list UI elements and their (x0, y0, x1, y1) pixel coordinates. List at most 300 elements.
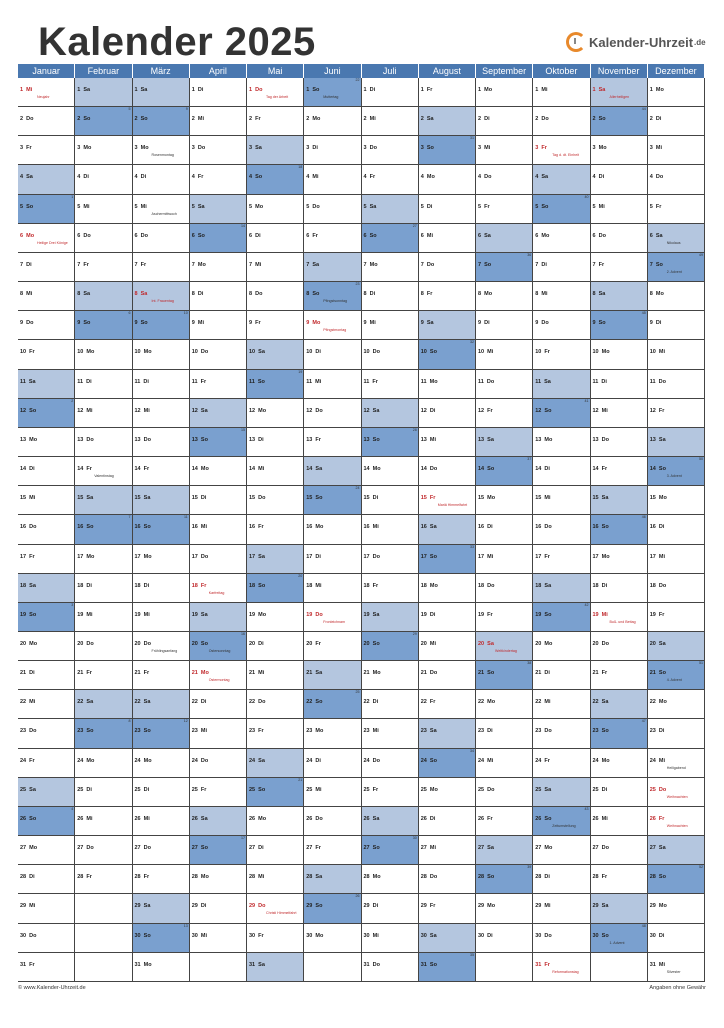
day-cell[interactable] (533, 428, 590, 457)
day-cell[interactable] (18, 457, 75, 486)
day-cell[interactable] (247, 282, 304, 311)
day-cell[interactable] (304, 661, 361, 690)
day-cell[interactable] (362, 894, 419, 923)
day-cell[interactable] (476, 370, 533, 399)
day-cell[interactable] (419, 78, 476, 107)
day-cell[interactable] (247, 311, 304, 340)
day-cell[interactable] (247, 807, 304, 836)
day-cell[interactable] (247, 370, 304, 399)
day-cell[interactable] (133, 661, 190, 690)
day-cell[interactable] (304, 778, 361, 807)
day-cell[interactable] (476, 195, 533, 224)
day-cell[interactable] (476, 545, 533, 574)
day-cell[interactable] (304, 165, 361, 194)
day-cell[interactable] (18, 311, 75, 340)
day-cell[interactable] (247, 661, 304, 690)
day-cell[interactable] (648, 136, 705, 165)
day-cell[interactable] (648, 107, 705, 136)
day-cell[interactable] (133, 603, 190, 632)
day-cell[interactable] (591, 690, 648, 719)
day-cell[interactable] (648, 807, 705, 836)
day-cell[interactable] (476, 778, 533, 807)
day-cell[interactable] (247, 78, 304, 107)
day-cell[interactable] (18, 253, 75, 282)
day-cell[interactable] (133, 136, 190, 165)
day-cell[interactable] (18, 136, 75, 165)
day-cell[interactable] (190, 399, 247, 428)
day-cell[interactable] (133, 836, 190, 865)
day-cell[interactable] (362, 749, 419, 778)
day-cell[interactable] (362, 836, 419, 865)
day-cell[interactable] (75, 311, 132, 340)
day-cell[interactable] (18, 719, 75, 748)
day-cell[interactable] (133, 515, 190, 544)
day-cell[interactable] (533, 865, 590, 894)
day-cell[interactable] (533, 311, 590, 340)
day-cell[interactable] (75, 778, 132, 807)
day-cell[interactable] (533, 749, 590, 778)
day-cell[interactable] (75, 195, 132, 224)
day-cell[interactable] (362, 224, 419, 253)
day-cell[interactable] (648, 865, 705, 894)
day-cell[interactable] (190, 574, 247, 603)
day-cell[interactable] (362, 924, 419, 953)
day-cell[interactable] (419, 486, 476, 515)
day-cell[interactable] (533, 165, 590, 194)
day-cell[interactable] (419, 195, 476, 224)
day-cell[interactable] (247, 136, 304, 165)
day-cell[interactable] (362, 253, 419, 282)
day-cell[interactable] (476, 107, 533, 136)
day-cell[interactable] (533, 778, 590, 807)
day-cell[interactable] (591, 749, 648, 778)
day-cell[interactable] (419, 370, 476, 399)
day-cell[interactable] (304, 545, 361, 574)
day-cell[interactable] (304, 311, 361, 340)
day-cell[interactable] (18, 749, 75, 778)
day-cell[interactable] (533, 953, 590, 982)
day-cell[interactable] (591, 486, 648, 515)
day-cell[interactable] (247, 690, 304, 719)
day-cell[interactable] (591, 632, 648, 661)
day-cell[interactable] (476, 574, 533, 603)
day-cell[interactable] (247, 165, 304, 194)
day-cell[interactable] (190, 632, 247, 661)
day-cell[interactable] (648, 195, 705, 224)
day-cell[interactable] (476, 282, 533, 311)
day-cell[interactable] (133, 370, 190, 399)
day-cell[interactable] (190, 486, 247, 515)
day-cell[interactable] (648, 78, 705, 107)
day-cell[interactable] (75, 545, 132, 574)
day-cell[interactable] (476, 836, 533, 865)
day-cell[interactable] (591, 574, 648, 603)
day-cell[interactable] (247, 894, 304, 923)
day-cell[interactable] (419, 924, 476, 953)
day-cell[interactable] (75, 515, 132, 544)
day-cell[interactable] (18, 778, 75, 807)
day-cell[interactable] (533, 282, 590, 311)
day-cell[interactable] (18, 924, 75, 953)
day-cell[interactable] (648, 719, 705, 748)
day-cell[interactable] (419, 165, 476, 194)
day-cell[interactable] (133, 78, 190, 107)
day-cell[interactable] (304, 690, 361, 719)
day-cell[interactable] (304, 253, 361, 282)
day-cell[interactable] (591, 399, 648, 428)
day-cell[interactable] (247, 428, 304, 457)
day-cell[interactable] (362, 195, 419, 224)
day-cell[interactable] (419, 399, 476, 428)
day-cell[interactable] (648, 545, 705, 574)
day-cell[interactable] (533, 632, 590, 661)
day-cell[interactable] (133, 311, 190, 340)
day-cell[interactable] (533, 574, 590, 603)
day-cell[interactable] (247, 224, 304, 253)
day-cell[interactable] (190, 165, 247, 194)
day-cell[interactable] (476, 136, 533, 165)
day-cell[interactable] (591, 894, 648, 923)
day-cell[interactable] (648, 778, 705, 807)
day-cell[interactable] (591, 340, 648, 369)
day-cell[interactable] (304, 574, 361, 603)
day-cell[interactable] (18, 545, 75, 574)
day-cell[interactable] (18, 953, 75, 982)
day-cell[interactable] (304, 78, 361, 107)
day-cell[interactable] (533, 807, 590, 836)
day-cell[interactable] (247, 340, 304, 369)
day-cell[interactable] (419, 690, 476, 719)
day-cell[interactable] (419, 603, 476, 632)
day-cell[interactable] (648, 574, 705, 603)
day-cell[interactable] (247, 924, 304, 953)
day-cell[interactable] (648, 924, 705, 953)
day-cell[interactable] (304, 486, 361, 515)
day-cell[interactable] (591, 719, 648, 748)
day-cell[interactable] (648, 428, 705, 457)
day-cell[interactable] (304, 195, 361, 224)
day-cell[interactable] (133, 807, 190, 836)
day-cell[interactable] (75, 661, 132, 690)
day-cell[interactable] (75, 136, 132, 165)
day-cell[interactable] (75, 78, 132, 107)
day-cell[interactable] (304, 340, 361, 369)
day-cell[interactable] (648, 836, 705, 865)
site-logo[interactable] (566, 28, 706, 56)
day-cell[interactable] (75, 107, 132, 136)
day-cell[interactable] (304, 136, 361, 165)
day-cell[interactable] (75, 370, 132, 399)
day-cell[interactable] (133, 865, 190, 894)
day-cell[interactable] (190, 719, 247, 748)
day-cell[interactable] (362, 515, 419, 544)
day-cell[interactable] (476, 924, 533, 953)
day-cell[interactable] (18, 282, 75, 311)
day-cell[interactable] (648, 399, 705, 428)
day-cell[interactable] (362, 340, 419, 369)
day-cell[interactable] (648, 282, 705, 311)
day-cell[interactable] (133, 399, 190, 428)
day-cell[interactable] (533, 719, 590, 748)
day-cell[interactable] (247, 632, 304, 661)
day-cell[interactable] (533, 136, 590, 165)
day-cell[interactable] (133, 924, 190, 953)
day-cell[interactable] (591, 457, 648, 486)
day-cell[interactable] (133, 282, 190, 311)
day-cell[interactable] (18, 107, 75, 136)
day-cell[interactable] (591, 370, 648, 399)
day-cell[interactable] (419, 282, 476, 311)
day-cell[interactable] (247, 574, 304, 603)
day-cell[interactable] (304, 807, 361, 836)
day-cell[interactable] (18, 690, 75, 719)
day-cell[interactable] (533, 661, 590, 690)
day-cell[interactable] (419, 136, 476, 165)
day-cell[interactable] (304, 924, 361, 953)
day-cell[interactable] (18, 428, 75, 457)
day-cell[interactable] (591, 515, 648, 544)
day-cell[interactable] (133, 953, 190, 982)
day-cell[interactable] (648, 311, 705, 340)
day-cell[interactable] (419, 224, 476, 253)
day-cell[interactable] (591, 282, 648, 311)
day-cell[interactable] (190, 107, 247, 136)
day-cell[interactable] (533, 224, 590, 253)
day-cell[interactable] (419, 865, 476, 894)
day-cell[interactable] (75, 399, 132, 428)
day-cell[interactable] (419, 719, 476, 748)
day-cell[interactable] (591, 428, 648, 457)
day-cell[interactable] (133, 486, 190, 515)
day-cell[interactable] (476, 632, 533, 661)
day-cell[interactable] (419, 836, 476, 865)
day-cell[interactable] (362, 78, 419, 107)
day-cell[interactable] (247, 603, 304, 632)
day-cell[interactable] (304, 603, 361, 632)
day-cell[interactable] (75, 340, 132, 369)
day-cell[interactable] (190, 370, 247, 399)
day-cell[interactable] (476, 807, 533, 836)
day-cell[interactable] (304, 515, 361, 544)
day-cell[interactable] (419, 574, 476, 603)
day-cell[interactable] (476, 253, 533, 282)
day-cell[interactable] (533, 399, 590, 428)
day-cell[interactable] (533, 457, 590, 486)
day-cell[interactable] (419, 457, 476, 486)
day-cell[interactable] (75, 282, 132, 311)
day-cell[interactable] (362, 661, 419, 690)
day-cell[interactable] (190, 749, 247, 778)
day-cell[interactable] (476, 749, 533, 778)
day-cell[interactable] (247, 457, 304, 486)
day-cell[interactable] (476, 661, 533, 690)
day-cell[interactable] (533, 515, 590, 544)
day-cell[interactable] (533, 340, 590, 369)
day-cell[interactable] (190, 457, 247, 486)
day-cell[interactable] (18, 224, 75, 253)
day-cell[interactable] (75, 807, 132, 836)
day-cell[interactable] (18, 370, 75, 399)
day-cell[interactable] (591, 165, 648, 194)
day-cell[interactable] (591, 545, 648, 574)
day-cell[interactable] (18, 515, 75, 544)
day-cell[interactable] (591, 253, 648, 282)
day-cell[interactable] (419, 107, 476, 136)
day-cell[interactable] (190, 195, 247, 224)
day-cell[interactable] (304, 224, 361, 253)
day-cell[interactable] (75, 165, 132, 194)
day-cell[interactable] (247, 399, 304, 428)
day-cell[interactable] (18, 78, 75, 107)
day-cell[interactable] (190, 136, 247, 165)
day-cell[interactable] (362, 719, 419, 748)
day-cell[interactable] (362, 690, 419, 719)
day-cell[interactable] (362, 428, 419, 457)
day-cell[interactable] (75, 574, 132, 603)
day-cell[interactable] (476, 603, 533, 632)
day-cell[interactable] (190, 865, 247, 894)
day-cell[interactable] (591, 224, 648, 253)
day-cell[interactable] (533, 370, 590, 399)
day-cell[interactable] (476, 457, 533, 486)
day-cell[interactable] (591, 778, 648, 807)
day-cell[interactable] (304, 370, 361, 399)
day-cell[interactable] (362, 370, 419, 399)
day-cell[interactable] (133, 165, 190, 194)
day-cell[interactable] (362, 603, 419, 632)
day-cell[interactable] (304, 457, 361, 486)
day-cell[interactable] (18, 340, 75, 369)
day-cell[interactable] (648, 515, 705, 544)
day-cell[interactable] (533, 253, 590, 282)
day-cell[interactable] (190, 807, 247, 836)
day-cell[interactable] (247, 253, 304, 282)
day-cell[interactable] (419, 311, 476, 340)
day-cell[interactable] (304, 632, 361, 661)
day-cell[interactable] (533, 894, 590, 923)
day-cell[interactable] (133, 428, 190, 457)
day-cell[interactable] (190, 778, 247, 807)
day-cell[interactable] (190, 690, 247, 719)
day-cell[interactable] (476, 311, 533, 340)
day-cell[interactable] (419, 778, 476, 807)
day-cell[interactable] (247, 778, 304, 807)
day-cell[interactable] (133, 632, 190, 661)
day-cell[interactable] (591, 924, 648, 953)
day-cell[interactable] (362, 282, 419, 311)
day-cell[interactable] (591, 836, 648, 865)
day-cell[interactable] (247, 865, 304, 894)
day-cell[interactable] (133, 894, 190, 923)
day-cell[interactable] (648, 253, 705, 282)
day-cell[interactable] (362, 399, 419, 428)
day-cell[interactable] (133, 690, 190, 719)
day-cell[interactable] (533, 603, 590, 632)
day-cell[interactable] (591, 661, 648, 690)
day-cell[interactable] (648, 661, 705, 690)
day-cell[interactable] (18, 894, 75, 923)
day-cell[interactable] (419, 894, 476, 923)
day-cell[interactable] (190, 894, 247, 923)
day-cell[interactable] (476, 865, 533, 894)
day-cell[interactable] (648, 340, 705, 369)
day-cell[interactable] (533, 690, 590, 719)
day-cell[interactable] (419, 953, 476, 982)
day-cell[interactable] (362, 865, 419, 894)
day-cell[interactable] (190, 311, 247, 340)
day-cell[interactable] (533, 195, 590, 224)
day-cell[interactable] (419, 428, 476, 457)
day-cell[interactable] (591, 807, 648, 836)
day-cell[interactable] (133, 253, 190, 282)
day-cell[interactable] (419, 545, 476, 574)
day-cell[interactable] (18, 865, 75, 894)
day-cell[interactable] (75, 632, 132, 661)
day-cell[interactable] (190, 78, 247, 107)
day-cell[interactable] (591, 136, 648, 165)
day-cell[interactable] (419, 632, 476, 661)
day-cell[interactable] (362, 574, 419, 603)
day-cell[interactable] (591, 107, 648, 136)
day-cell[interactable] (304, 894, 361, 923)
day-cell[interactable] (362, 953, 419, 982)
day-cell[interactable] (18, 836, 75, 865)
day-cell[interactable] (476, 515, 533, 544)
day-cell[interactable] (648, 457, 705, 486)
day-cell[interactable] (362, 807, 419, 836)
day-cell[interactable] (419, 253, 476, 282)
day-cell[interactable] (648, 165, 705, 194)
day-cell[interactable] (591, 603, 648, 632)
day-cell[interactable] (533, 924, 590, 953)
day-cell[interactable] (533, 107, 590, 136)
day-cell[interactable] (190, 428, 247, 457)
day-cell[interactable] (591, 865, 648, 894)
day-cell[interactable] (648, 486, 705, 515)
day-cell[interactable] (133, 719, 190, 748)
day-cell[interactable] (247, 836, 304, 865)
day-cell[interactable] (419, 661, 476, 690)
day-cell[interactable] (362, 136, 419, 165)
day-cell[interactable] (247, 545, 304, 574)
day-cell[interactable] (133, 457, 190, 486)
day-cell[interactable] (133, 340, 190, 369)
day-cell[interactable] (304, 399, 361, 428)
day-cell[interactable] (247, 107, 304, 136)
day-cell[interactable] (304, 282, 361, 311)
day-cell[interactable] (419, 515, 476, 544)
day-cell[interactable] (247, 515, 304, 544)
day-cell[interactable] (419, 749, 476, 778)
day-cell[interactable] (362, 486, 419, 515)
day-cell[interactable] (419, 340, 476, 369)
day-cell[interactable] (648, 603, 705, 632)
day-cell[interactable] (304, 865, 361, 894)
day-cell[interactable] (476, 486, 533, 515)
day-cell[interactable] (648, 370, 705, 399)
day-cell[interactable] (476, 399, 533, 428)
day-cell[interactable] (18, 661, 75, 690)
day-cell[interactable] (362, 107, 419, 136)
day-cell[interactable] (18, 195, 75, 224)
day-cell[interactable] (75, 603, 132, 632)
day-cell[interactable] (75, 428, 132, 457)
day-cell[interactable] (304, 428, 361, 457)
day-cell[interactable] (133, 107, 190, 136)
day-cell[interactable] (75, 749, 132, 778)
day-cell[interactable] (75, 224, 132, 253)
day-cell[interactable] (476, 690, 533, 719)
